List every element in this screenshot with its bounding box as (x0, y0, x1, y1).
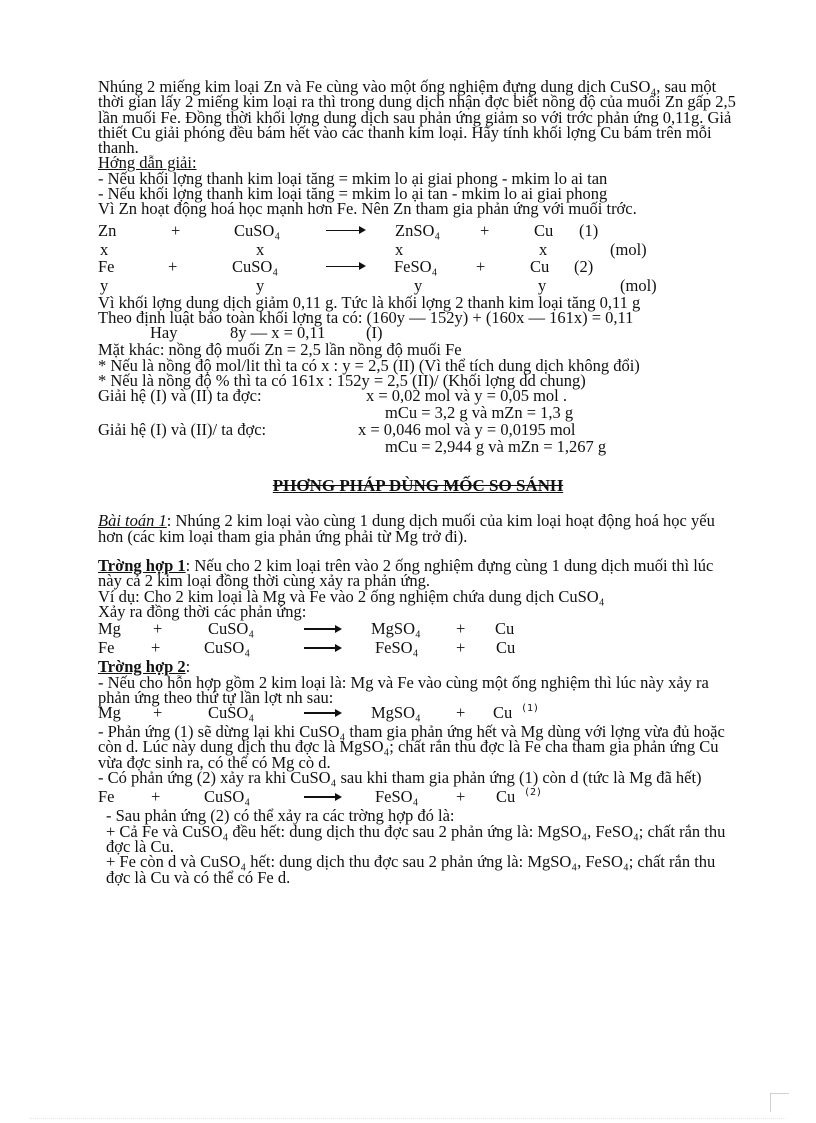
section-heading: PHƠNG PHÁP DÙNG MỐC SO SÁNH (272, 476, 564, 496)
example-reactions-intro: Xảy ra đồng thời các phản ứng: (98, 601, 307, 621)
body-paragraph-5: * Nếu là nồng độ % thì ta có 161x : 152y = 2,5 (II)/ (Khối lợng dd chung) (98, 370, 586, 390)
reaction-arrow-icon (304, 628, 340, 630)
guide-line-1: - Nếu khối lợng thanh kim loại tăng = mkim lo ại giai phong - mkim lo ai tan (98, 168, 608, 188)
reaction-2 (98, 256, 738, 278)
guide-line-3: Vì Zn hoạt động hoá học mạnh hơn Fe. Nên Zn tham gia phản ứng với muối trớc. (98, 199, 637, 219)
reactant-b: CuSO₄ (204, 787, 251, 807)
reaction-4 (98, 640, 738, 659)
reactant-b: CuSO₄ (234, 220, 281, 240)
product-c: FeSO₄ (375, 638, 419, 658)
product-d: Cu (493, 703, 513, 723)
mole-d: x (539, 239, 548, 259)
equation-number: (I) (366, 323, 383, 343)
reactant-b: CuSO₄ (208, 619, 255, 639)
product-c: MgSO₄ (371, 619, 421, 639)
guide-line-2: - Nếu khối lợng thanh kim loại tăng = mkim lo ại tan - mkim lo ai giai phong (98, 184, 608, 204)
example: Ví dụ: Cho 2 kim loại là Mg và Fe vào 2 ống nghiệm chứa dung dịch CuSO₄ (98, 586, 605, 606)
case-1-label: Trờng hợp 1 (98, 556, 186, 576)
mole-a: x (100, 239, 109, 259)
solution-mass: mCu = 3,2 g và mZn = 1,3 g (385, 403, 574, 423)
plus-sign: + (151, 787, 161, 807)
reactant-a: Fe (98, 787, 115, 807)
guide-title: Hớng dẫn giải: (98, 153, 197, 173)
product-c: ZnSO₄ (395, 220, 441, 240)
mole-b: y (256, 275, 265, 295)
reactant-a: Mg (98, 703, 121, 723)
case-1-text: : Nếu cho 2 kim loại trên vào 2 ống nghiệm đựng cùng 1 dung dịch muối thì lúc này cả 2 kim loại đồng thời cùng xảy ra phản ứng. (98, 556, 714, 591)
body-paragraph-1: Vì khối lợng dung dịch giảm 0,11 g. Tức là khối lợng 2 thanh kim loại tăng 0,11 g (98, 292, 641, 312)
reactant-a: Fe (98, 256, 115, 276)
problem-1 (98, 513, 738, 544)
case-2-paragraph-2: - Phản ứng (1) sẽ dừng lại khi CuSO₄ tham gia phản ứng hết và Mg dùng với lợng vừa đủ hoặc còn d. Lúc này dung dịch thu đợc là MgSO₄; chất rắn thu đợc là Fe cha tham gia phản ứng Cu vừa đợc sinh ra, có thể có Mg cò d. (98, 722, 725, 772)
reaction-arrow-icon (304, 712, 340, 714)
page-corner-mark (770, 1093, 789, 1112)
product-c: MgSO₄ (371, 703, 421, 723)
reaction-2-moles (98, 275, 738, 295)
solution-value: x = 0,046 mol và y = 0,0195 mol (358, 420, 576, 440)
plus-sign: + (456, 703, 466, 723)
plus-sign: + (151, 638, 161, 658)
product-d: Cu (496, 787, 516, 807)
mole-unit: (mol) (610, 239, 647, 259)
plus-sign: + (153, 703, 163, 723)
product-d: Cu (530, 256, 550, 276)
reaction-arrow-icon (304, 647, 340, 649)
plus-sign: + (456, 787, 466, 807)
plus-sign: + (476, 256, 486, 276)
body-paragraph-4: * Nếu là nồng độ mol/lit thì ta có x : y = 2,5 (II) (Vì thể tích dung dịch không đổi) (98, 355, 640, 375)
reactant-b: CuSO₄ (208, 703, 255, 723)
mole-a: y (100, 275, 109, 295)
page-border (30, 1118, 786, 1119)
case-2-colon: : (185, 657, 191, 677)
product-d: Cu (534, 220, 554, 240)
reactant-b: CuSO₄ (204, 638, 251, 658)
product-c: FeSO₄ (375, 787, 419, 807)
problem-1-text: : Nhúng 2 kim loại vào cùng 1 dung dịch muối của kim loại hoạt động hoá học yếu hơn (các kim loại tham gia phản ứng phải từ Mg trở đi). (98, 511, 715, 546)
case-2-paragraph-3: - Có phản ứng (2) xảy ra khi CuSO₄ sau khi tham gia phản ứng (1) còn d (tức là Mg đã hết) (98, 768, 702, 788)
solution-label: Giải hệ (I) và (II) ta đợc: (98, 386, 262, 406)
reaction-number: (2) (574, 256, 594, 276)
mole-b: x (256, 239, 265, 259)
reaction-1 (98, 220, 738, 242)
body-paragraph-3: Mặt khác: nồng độ muối Zn = 2,5 lần nồng độ muối Fe (98, 340, 462, 360)
plus-sign: + (456, 638, 466, 658)
reaction-arrow-icon (304, 796, 340, 798)
reactant-a: Fe (98, 638, 115, 658)
case-2-paragraph-6: + Fe còn d và CuSO₄ hết: dung dịch thu đợc sau 2 phản ứng là: MgSO₄, FeSO₄; chất rắn thu đợc là Cu và có thể có Fe d. (106, 852, 716, 887)
case-2-label: Trờng hợp 2 (98, 657, 186, 677)
equation-hay (98, 325, 738, 342)
plus-sign: + (168, 256, 178, 276)
reactant-b: CuSO₄ (232, 256, 279, 276)
reaction-number: (1) (579, 220, 599, 240)
product-c: FeSO₄ (394, 256, 438, 276)
plus-sign: + (171, 220, 181, 240)
document-page (98, 79, 738, 885)
reactant-a: Zn (98, 220, 117, 240)
plus-sign: + (153, 619, 163, 639)
plus-sign: + (480, 220, 490, 240)
plus-sign: + (456, 619, 466, 639)
reaction-arrow-icon (326, 266, 364, 268)
mole-unit: (mol) (620, 275, 657, 295)
mole-d: y (538, 275, 547, 295)
hay-label: Hay (150, 323, 178, 343)
solution-2-mass (98, 439, 738, 456)
product-d: Cu (495, 619, 515, 639)
case-2-paragraph-5: + Cả Fe và CuSO₄ đều hết: dung dịch thu đợc sau 2 phản ứng là: MgSO₄, FeSO₄; chất rắn thu đợc là Cu. (106, 821, 726, 856)
mole-c: x (395, 239, 404, 259)
equation-I: 8y — x = 0,11 (230, 323, 326, 343)
body-paragraph-2: Theo định luật bảo toàn khối lợng ta có: (160y — 152y) + (160x — 161x) = 0,11 (98, 307, 634, 327)
reaction-3 (98, 621, 738, 640)
case-2-paragraph-1: - Nếu cho hỗn hợp gồm 2 kim loại là: Mg và Fe vào cùng một ống nghiệm thì lúc này xảy ra phản ứng theo thứ tự lần lợt nh sau: (98, 672, 709, 707)
problem-intro: Nhúng 2 miếng kim loại Zn và Fe cùng vào một ống nghiệm đựng dung dịch CuSO₄, sau một thời gian lấy 2 miếng kim loại ra thì trong dung dịch nhận đợc biết nồng độ của muối Zn gấp 2,5 lần muối Fe. Đồng thời khối lợng dung dịch sau phản ứng giảm so với trớc phản ứng 0,11g. Giả thiết Cu giải phóng đều bám hết vào các thanh kim loại. Hãy tính khối lợng Cu bám trên mỗi thanh. (98, 77, 736, 158)
reaction-6: Fe + CuSO₄ FeSO₄ + Cu (2) (98, 787, 543, 807)
case-1 (98, 558, 738, 589)
problem-1-label: Bài toán 1 (98, 511, 167, 531)
reaction-5: Mg + CuSO₄ MgSO₄ + Cu (1) (98, 703, 540, 723)
solution-mass: mCu = 2,944 g và mZn = 1,267 g (385, 437, 607, 457)
case-2-paragraph-4: - Sau phản ứng (2) có thể xảy ra các trờng hợp đó là: (106, 806, 455, 826)
solution-label: Giải hệ (I) và (II)/ ta đợc: (98, 420, 267, 440)
reaction-arrow-icon (326, 230, 364, 232)
product-d: Cu (496, 638, 516, 658)
solution-value: x = 0,02 mol và y = 0,05 mol . (366, 386, 568, 406)
mole-c: y (414, 275, 423, 295)
reactant-a: Mg (98, 619, 121, 639)
